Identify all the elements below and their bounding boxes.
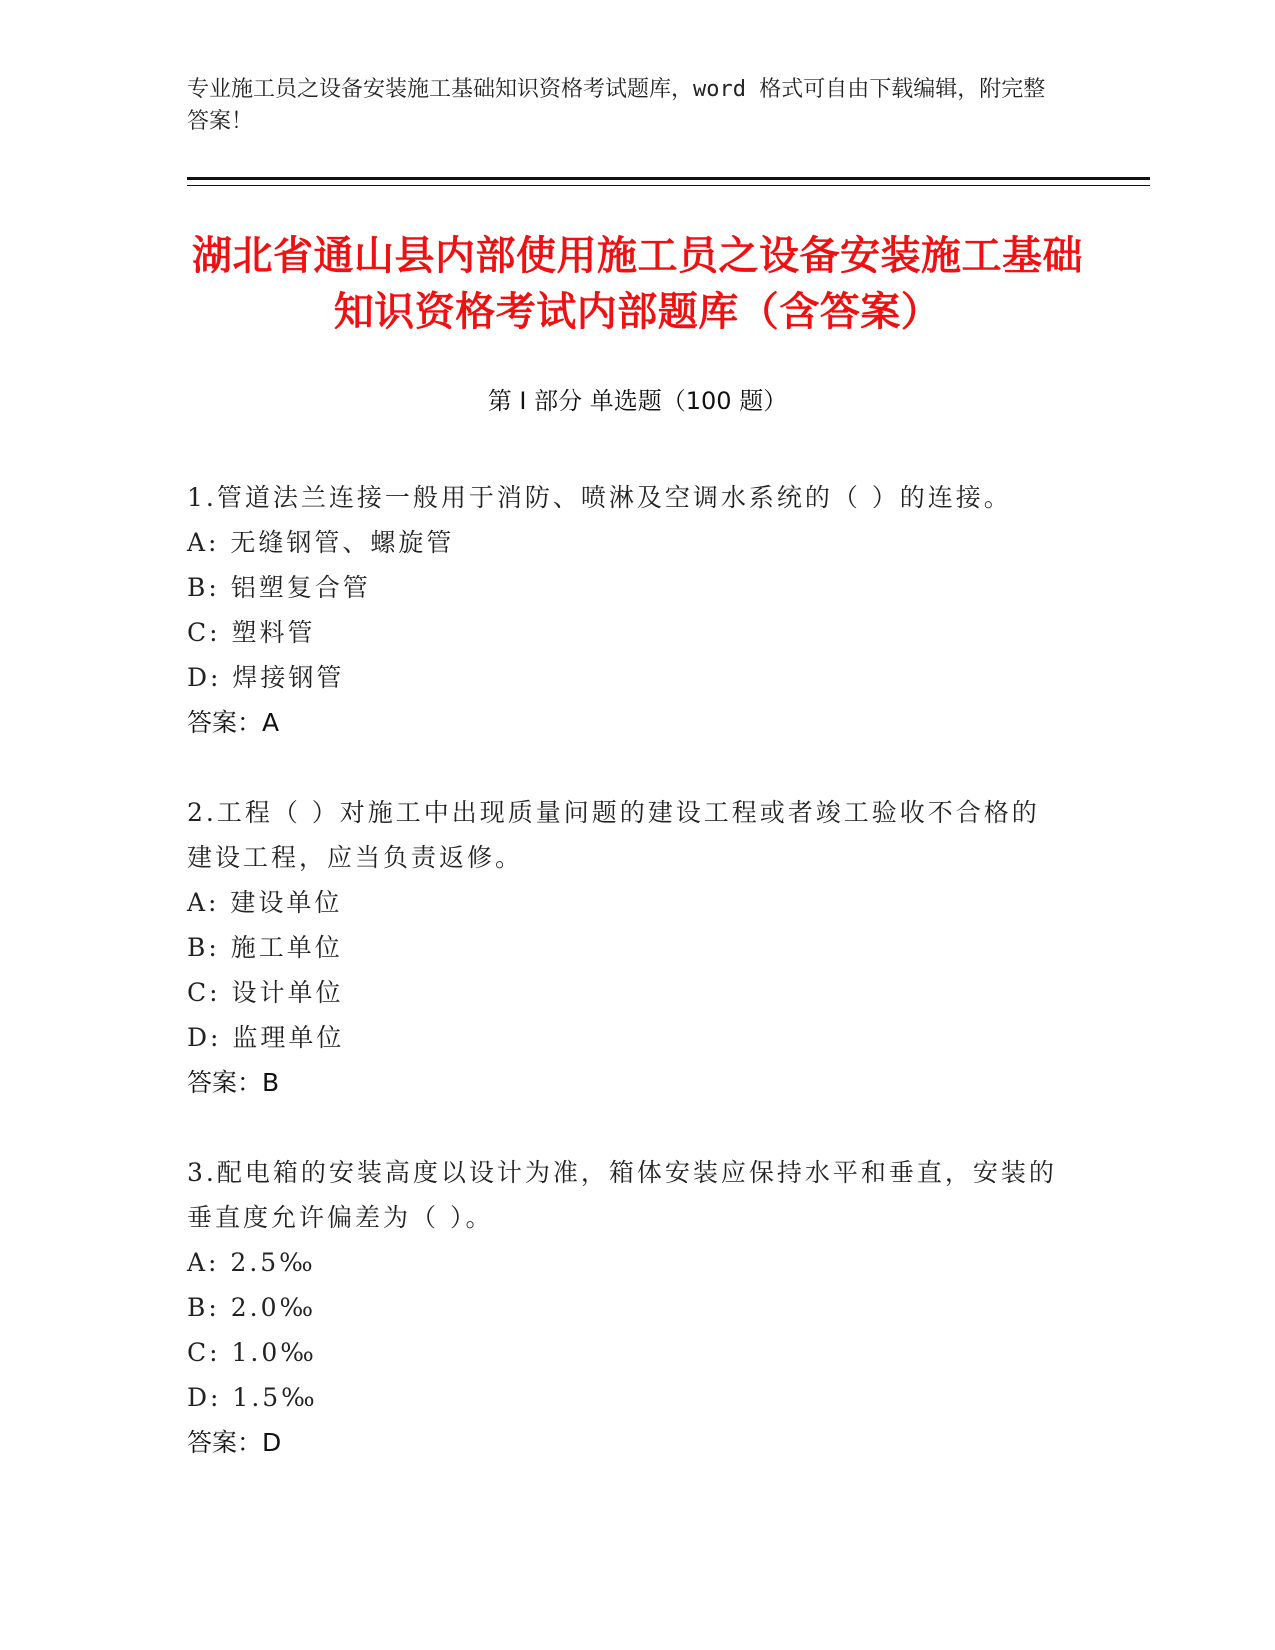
question-1 [187,475,1067,745]
option-d: D: 监理单位 [187,1023,345,1052]
option-b: B: 铝塑复合管 [187,573,371,602]
answer: 答案：A [187,708,280,737]
document-title: 湖北省通山县内部使用施工员之设备安装施工基础知识资格考试内部题库（含答案） [192,233,1083,335]
option-b: B: 施工单位 [187,933,343,962]
question-3 [187,1150,1067,1465]
option-c: C: 塑料管 [187,618,316,647]
question-stem: 1.管道法兰连接一般用于消防、喷淋及空调水系统的（ ）的连接。 [187,483,1012,512]
option-a: A: 无缝钢管、螺旋管 [187,528,455,557]
question-list [187,475,1067,1510]
option-d: D: 1.5‰ [187,1383,318,1412]
answer: 答案：D [187,1428,282,1457]
section-title: 第 I 部分 单选题（100 题） [487,387,788,415]
option-a: A: 建设单位 [187,888,343,917]
option-b: B: 2.0‰ [187,1293,317,1322]
question-stem: 3.配电箱的安装高度以设计为准，箱体安装应保持水平和垂直，安装的垂直度允许偏差为（ ）。 [187,1158,1057,1232]
header-rule-thick [187,177,1150,180]
answer: 答案：B [187,1068,280,1097]
question-stem: 2.工程（ ）对施工中出现质量问题的建设工程或者竣工验收不合格的建设工程，应当负责返修。 [187,798,1040,872]
header-rule-thin [187,185,1150,186]
option-d: D: 焊接钢管 [187,663,345,692]
option-c: C: 设计单位 [187,978,344,1007]
question-2 [187,790,1067,1105]
header-note: 专业施工员之设备安装施工基础知识资格考试题库，word 格式可自由下载编辑，附完整答案！ [187,77,1046,134]
option-c: C: 1.0‰ [187,1338,317,1367]
option-a: A: 2.5‰ [187,1248,316,1277]
